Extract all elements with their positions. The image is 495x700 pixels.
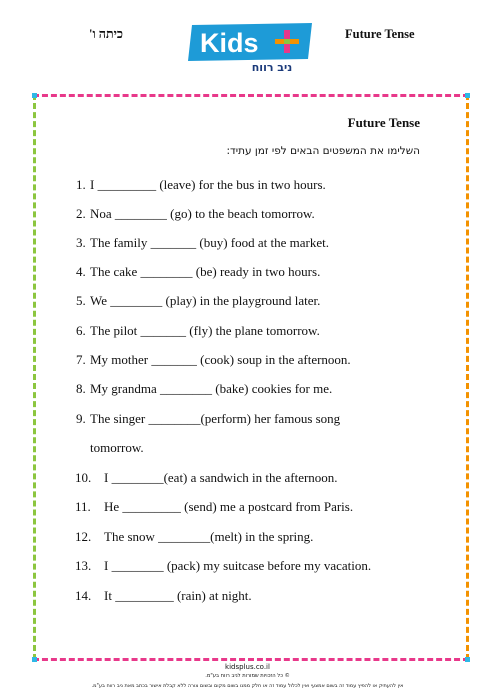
exercise-sentence: The pilot _______ (fly) the plane tomorrow. <box>90 323 320 338</box>
frame-left-border <box>33 94 36 660</box>
exercise-number: 7. <box>76 352 86 367</box>
exercise-number: 11. <box>75 499 91 514</box>
frame-right-border <box>466 94 469 660</box>
exercise-sentence: The cake ________ (be) ready in two hours. <box>90 264 321 279</box>
exercise-sentence: I _________ (leave) for the bus in two hours. <box>90 177 326 192</box>
exercise-sentence: It _________ (rain) at night. <box>104 588 252 603</box>
exercise-sentence: We ________ (play) in the playground later. <box>90 293 321 308</box>
instruction-text: השלימו את המשפטים הבאים לפי זמן עתיד: <box>226 145 420 157</box>
exercise-sentence: I ________ (pack) my suitcase before my vacation. <box>104 558 372 573</box>
exercise-sentence: I ________(eat) a sandwich in the afternoon. <box>104 470 338 485</box>
exercise-number: 10. <box>75 470 92 485</box>
logo-subtitle: ניב רווח <box>251 61 293 73</box>
exercise-number: 2. <box>76 206 86 221</box>
exercise-sentence: The snow ________(melt) in the spring. <box>104 529 314 544</box>
frame-corner <box>465 657 470 662</box>
footer-url: kidsplus.co.il <box>225 663 270 671</box>
page-title: Future Tense <box>347 115 420 130</box>
frame-corner <box>465 93 470 98</box>
exercise-number: 14. <box>75 588 92 603</box>
exercise-sentence: Noa ________ (go) to the beach tomorrow. <box>90 206 315 221</box>
header-topic: Future Tense <box>345 27 415 41</box>
logo <box>186 21 318 73</box>
exercise-number: 6. <box>76 323 86 338</box>
exercise-sentence: He _________ (send) me a postcard from Paris. <box>104 499 354 514</box>
exercise-number: 13. <box>75 558 92 573</box>
logo-text: Kids <box>200 28 259 58</box>
exercise-sentence: The singer ________(perform) her famous song <box>90 411 341 426</box>
exercise-number: 1. <box>76 177 86 192</box>
frame-corner <box>32 657 37 662</box>
exercise-number: 12. <box>75 529 92 544</box>
exercise-sentence: The family _______ (buy) food at the market. <box>90 235 329 250</box>
exercise-number: 5. <box>76 293 86 308</box>
exercise-number: 4. <box>76 264 86 279</box>
exercise-number: 9. <box>76 411 86 426</box>
frame-bottom-border <box>33 658 469 661</box>
exercise-sentence: My grandma ________ (bake) cookies for me. <box>90 381 333 396</box>
exercise-sentence: My mother _______ (cook) soup in the afternoon. <box>90 352 351 367</box>
footer-legal: אין להעתיק או להפיץ עמוד זה בשום אמצעי ואין לכלול עמוד זה או חלק ממנו בשום מקום ובשום צורה ללא קבלת אישור בכתב מאת ניב רווח בע"מ. <box>91 683 404 689</box>
frame-corner <box>32 93 37 98</box>
exercise-number: 8. <box>76 381 86 396</box>
frame-top-border <box>33 94 469 97</box>
header-grade: כיתה ו' <box>89 27 123 41</box>
exercise-number: 3. <box>76 235 86 250</box>
exercise-sentence: tomorrow. <box>90 440 144 455</box>
footer-copyright: © כל הזכויות שמורות לניב רווח בע"מ. <box>205 673 290 679</box>
